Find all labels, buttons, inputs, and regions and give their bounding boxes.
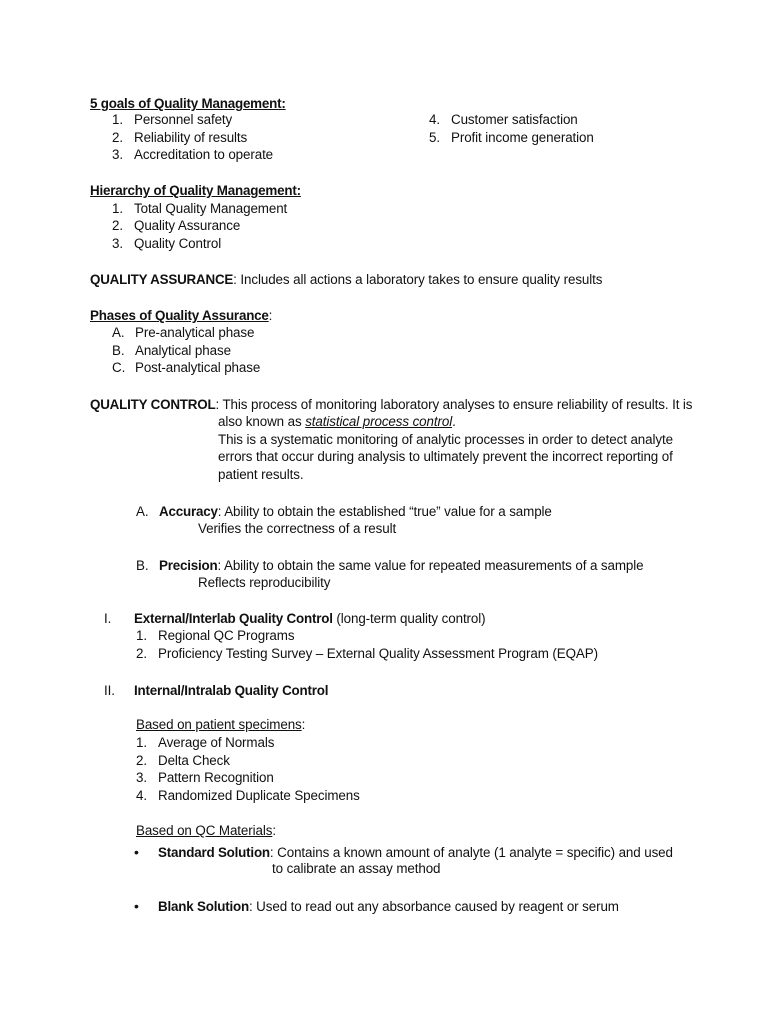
hierarchy-item: 1. Total Quality Management [112,201,288,216]
qa-definition-line [90,271,602,289]
goal-item: 2. Reliability of results [112,130,248,145]
goal-item: 5. Profit income generation [429,130,594,145]
precision-sub: Reflects reproducibility [198,575,331,590]
phase-item: A. Pre-analytical phase [112,325,255,340]
external-item: 2. Proficiency Testing Survey – External Quality Assessment Program (EQAP) [136,646,598,661]
hierarchy-item: 2. Quality Assurance [112,218,241,233]
external-item: 1. Regional QC Programs [136,628,295,643]
phase-item: C. Post-analytical phase [112,360,261,375]
hierarchy-item: 3. Quality Control [112,236,222,251]
goals-heading: 5 goals of Quality Management: [90,96,286,111]
qc-term: QUALITY CONTROL [90,397,216,412]
materials-heading-line: Based on QC Materials: [136,823,276,838]
precision-term: Precision [159,558,218,573]
qa-term: QUALITY ASSURANCE [90,272,234,287]
goal-item: 3. Accreditation to operate [112,147,274,162]
hierarchy-heading: Hierarchy of Quality Management: [90,183,301,198]
patient-item: 1. Average of Normals [136,735,275,750]
blank-solution-line: • Blank Solution: Used to read out any absorbance caused by reagent or serum [134,898,619,914]
standard-solution-line: • Standard Solution: Contains a known amount of analyte (1 analyte = specific) and used [134,844,673,860]
phase-item: B. Analytical phase [112,343,231,358]
accuracy-term: Accuracy [159,504,218,519]
standard-solution-term: Standard Solution [158,845,270,860]
phases-heading-line: Phases of Quality Assurance: [90,308,273,323]
phases-heading: Phases of Quality Assurance [90,308,269,323]
internal-heading-line: II. Internal/Intralab Quality Control [104,683,329,698]
patient-item: 2. Delta Check [136,753,230,768]
goal-item: 4. Customer satisfaction [429,112,578,127]
patient-heading-line: Based on patient specimens: [136,717,306,732]
standard-solution-cont: to calibrate an assay method [272,861,441,876]
accuracy-line: A. Accuracy: Ability to obtain the established “true” value for a sample [136,504,552,519]
patient-item: 4. Randomized Duplicate Specimens [136,788,360,803]
patient-heading: Based on patient specimens [136,717,302,732]
qc-definition-line: QUALITY CONTROL: This process of monitoring laboratory analyses to ensure reliability of results. It is [90,397,693,412]
qc-definition-line: errors that occur during analysis to ultimately prevent the incorrect reporting of [218,449,673,464]
bullet-icon: • [134,844,139,860]
materials-heading: Based on QC Materials [136,823,273,838]
goal-item: 1. Personnel safety [112,112,233,127]
external-heading-line: I. External/Interlab Quality Control (long-term quality control) [104,611,486,626]
qc-definition-line: also known as statistical process control. [218,414,456,429]
external-term: External/Interlab Quality Control [134,611,333,626]
qc-definition-line: This is a systematic monitoring of analytic processes in order to detect analyte [218,432,673,447]
bullet-icon: • [134,898,139,914]
qc-definition-line: patient results. [218,467,304,482]
patient-item: 3. Pattern Recognition [136,770,274,785]
qa-definition: : Includes all actions a laboratory takes to ensure quality results [233,272,603,287]
internal-term: Internal/Intralab Quality Control [134,683,329,698]
precision-line: B. Precision: Ability to obtain the same value for repeated measurements of a sample [136,558,644,573]
qc-emphasis: statistical process control [305,414,453,429]
blank-solution-term: Blank Solution [158,899,249,914]
accuracy-sub: Verifies the correctness of a result [198,521,397,536]
